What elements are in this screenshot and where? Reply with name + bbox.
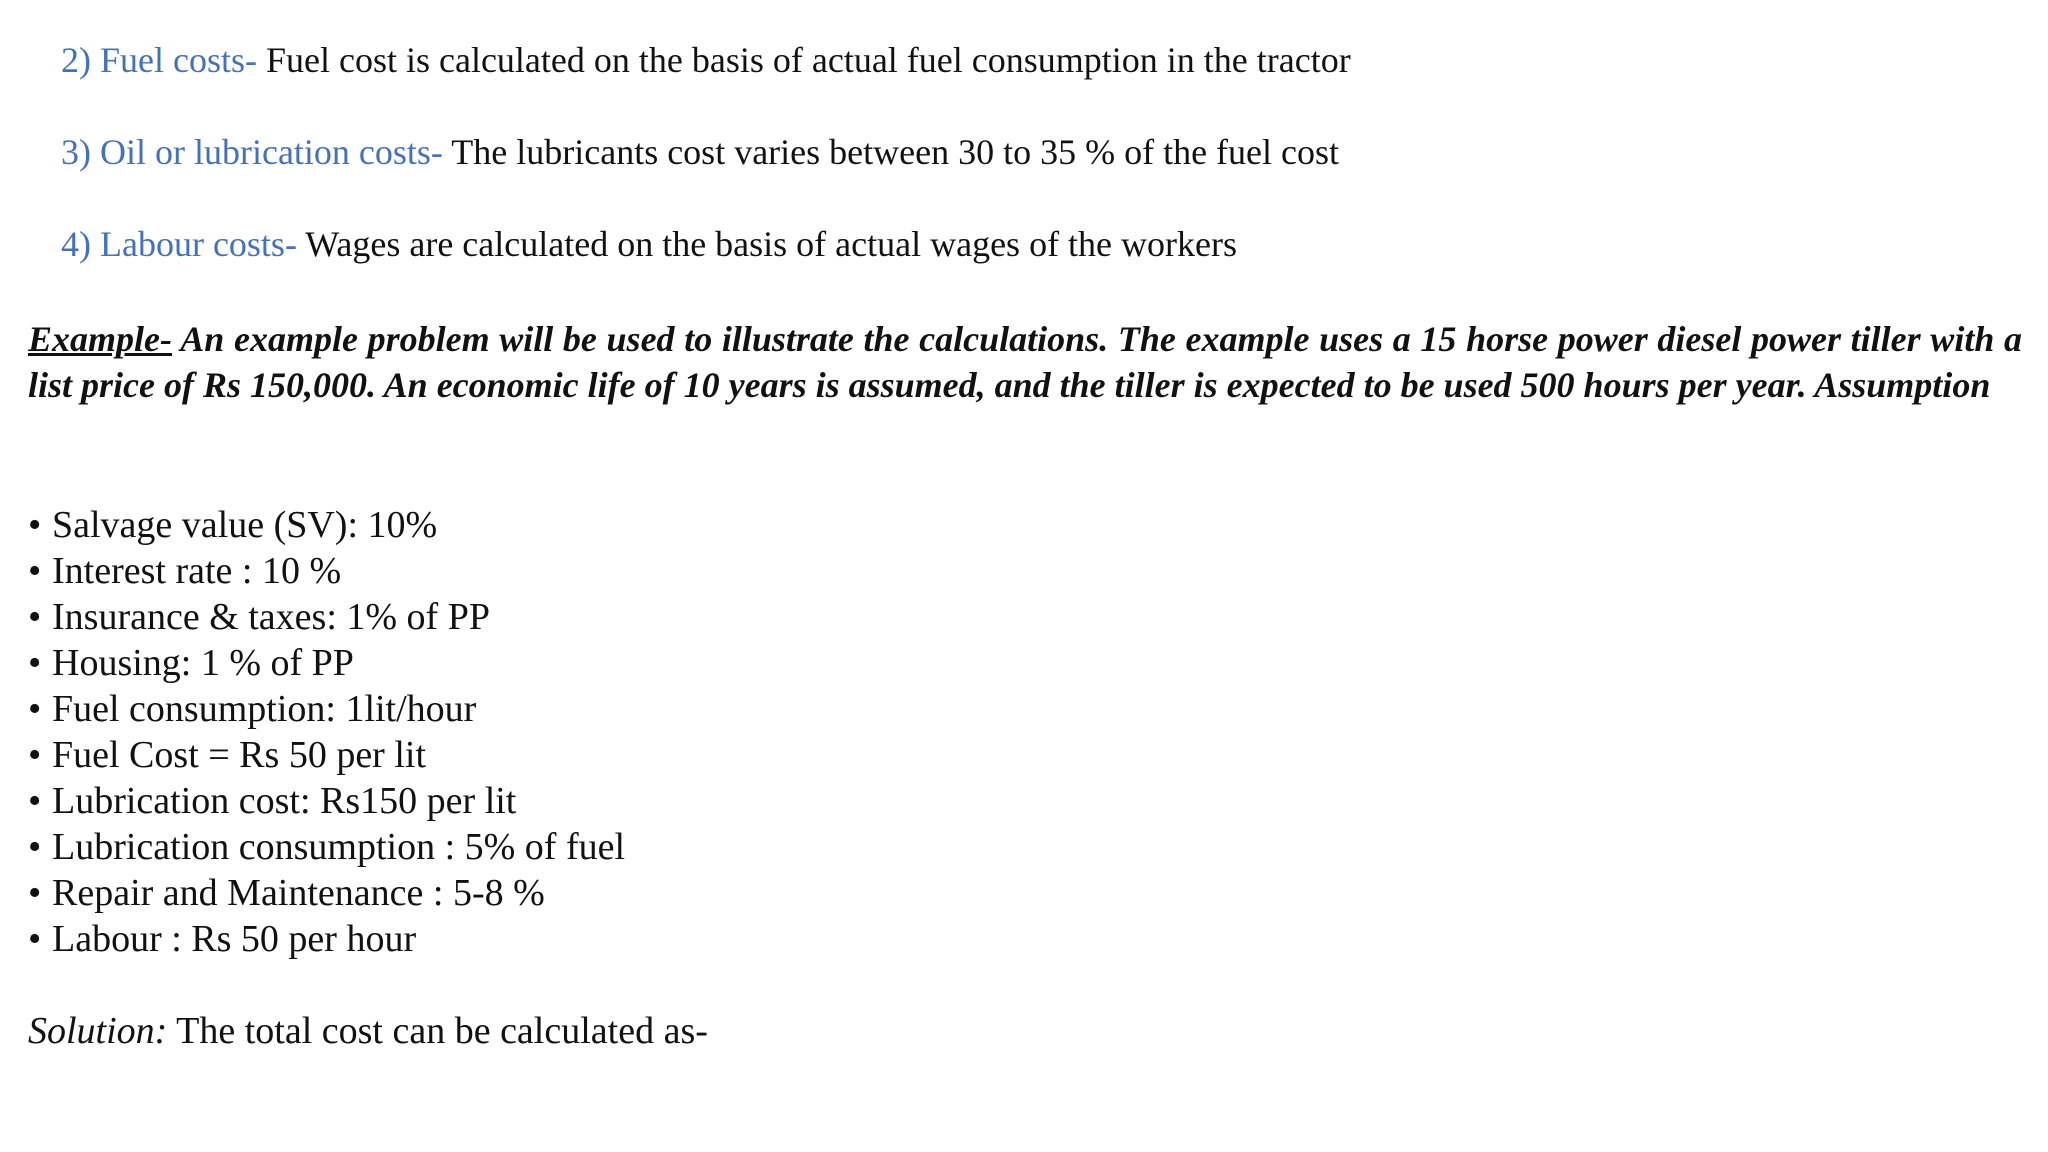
list-item-text: Lubrication consumption : 5% of fuel [52, 826, 626, 868]
bullet-icon: • [28, 780, 42, 822]
fuel-costs-line [61, 38, 1351, 82]
list-item-text: Fuel Cost = Rs 50 per lit [52, 734, 427, 776]
example-label: Example- [28, 319, 172, 359]
list-item [28, 916, 625, 962]
list-item-text: Insurance & taxes: 1% of PP [52, 596, 490, 638]
list-item [28, 870, 625, 916]
list-item-text: Lubrication cost: Rs150 per lit [52, 780, 517, 822]
bullet-icon: • [28, 872, 42, 914]
fuel-costs-label: 2) Fuel costs- [61, 40, 257, 80]
list-item [28, 732, 625, 778]
bullet-icon: • [28, 918, 42, 960]
list-item [28, 778, 625, 824]
labour-costs-label: 4) Labour costs- [61, 224, 297, 264]
list-item [28, 502, 625, 548]
list-item [28, 548, 625, 594]
list-item-text: Labour : Rs 50 per hour [52, 918, 417, 960]
bullet-icon: • [28, 596, 42, 638]
list-item [28, 594, 625, 640]
oil-costs-label: 3) Oil or lubrication costs- [61, 132, 443, 172]
list-item [28, 686, 625, 732]
bullet-icon: • [28, 826, 42, 868]
list-item [28, 640, 625, 686]
list-item [28, 824, 625, 870]
labour-costs-line [61, 222, 1237, 266]
bullet-icon: • [28, 504, 42, 546]
fuel-costs-text: Fuel cost is calculated on the basis of actual fuel consumption in the tractor [256, 40, 1351, 80]
bullet-icon: • [28, 734, 42, 776]
example-paragraph [28, 316, 2022, 408]
labour-costs-text: Wages are calculated on the basis of actual wages of the workers [296, 224, 1237, 264]
list-item-text: Salvage value (SV): 10% [52, 504, 438, 546]
bullet-icon: • [28, 642, 42, 684]
bullet-icon: • [28, 688, 42, 730]
list-item-text: Fuel consumption: 1lit/hour [52, 688, 477, 730]
list-item-text: Repair and Maintenance : 5-8 % [52, 872, 545, 914]
list-item-text: Housing: 1 % of PP [52, 642, 354, 684]
solution-line [28, 1008, 708, 1054]
oil-costs-line [61, 130, 1339, 174]
example-text: An example problem will be used to illustrate the calculations. The example uses a 15 horse power diesel power tiller with a list price of Rs 150,000. An economic life of 10 years is assumed, and the tiller is expected to be used 500 hours per year. Assumption [28, 319, 2022, 405]
solution-label: Solution: [28, 1010, 168, 1052]
list-item-text: Interest rate : 10 % [52, 550, 342, 592]
bullet-icon: • [28, 550, 42, 592]
solution-text: The total cost can be calculated as- [167, 1010, 708, 1052]
assumptions-list [28, 502, 625, 962]
oil-costs-text: The lubricants cost varies between 30 to 35 % of the fuel cost [442, 132, 1340, 172]
